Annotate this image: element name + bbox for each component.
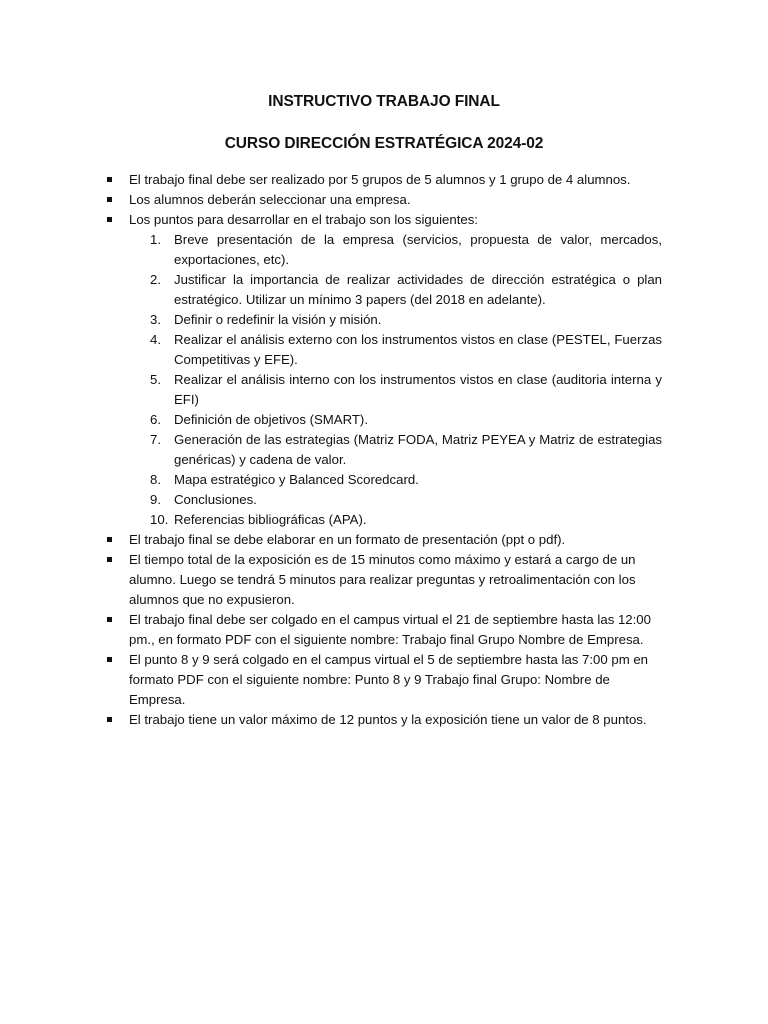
item-text: Conclusiones. xyxy=(174,492,257,507)
item-number: 9. xyxy=(150,492,161,507)
numbered-item xyxy=(0,370,768,410)
document-body xyxy=(0,170,768,730)
bullet-item xyxy=(0,610,768,650)
bullet-text: El trabajo tiene un valor máximo de 12 puntos y la exposición tiene un valor de 8 puntos. xyxy=(129,712,647,727)
item-number: 10. xyxy=(150,512,169,527)
document-subtitle: CURSO DIRECCIÓN ESTRATÉGICA 2024-02 xyxy=(224,135,544,152)
square-bullet-icon xyxy=(107,717,112,722)
item-number: 2. xyxy=(150,272,161,287)
bullet-text: Los alumnos deberán seleccionar una empresa. xyxy=(129,192,411,207)
bullet-text: Los puntos para desarrollar en el trabajo son los siguientes: xyxy=(129,212,478,227)
bullet-item xyxy=(0,530,768,550)
bullet-text: El trabajo final se debe elaborar en un formato de presentación (ppt o pdf). xyxy=(129,532,566,547)
square-bullet-icon xyxy=(107,657,112,662)
instructions-list-continued xyxy=(0,530,768,730)
bullet-item xyxy=(0,190,768,210)
item-number: 7. xyxy=(150,432,161,447)
item-number: 3. xyxy=(150,312,161,327)
item-text: Realizar el análisis externo con los instrumentos vistos en clase (PESTEL, Fuerzas Competitivas y EFE). xyxy=(174,332,662,367)
numbered-item xyxy=(0,310,768,330)
item-number: 4. xyxy=(150,332,161,347)
item-number: 8. xyxy=(150,472,161,487)
item-text: Mapa estratégico y Balanced Scoredcard. xyxy=(174,472,419,487)
item-number: 6. xyxy=(150,412,161,427)
bullet-text: El trabajo final debe ser realizado por 5 grupos de 5 alumnos y 1 grupo de 4 alumnos. xyxy=(129,172,631,187)
bullet-item xyxy=(0,170,768,190)
item-text: Justificar la importancia de realizar actividades de dirección estratégica o plan estratégico. Utilizar un mínimo 3 papers (del 2018 en adelante). xyxy=(174,272,662,307)
item-number: 5. xyxy=(150,372,161,387)
bullet-text: El trabajo final debe ser colgado en el campus virtual el 21 de septiembre hasta las 12:00 pm., en formato PDF con el siguiente nombre: Trabajo final Grupo Nombre de Empresa. xyxy=(129,612,651,647)
square-bullet-icon xyxy=(107,177,112,182)
item-text: Definición de objetivos (SMART). xyxy=(174,412,368,427)
square-bullet-icon xyxy=(107,217,112,222)
item-text: Generación de las estrategias (Matriz FODA, Matriz PEYEA y Matriz de estrategias genéricas) y cadena de valor. xyxy=(174,432,662,467)
numbered-item xyxy=(0,270,768,310)
bullet-item xyxy=(0,710,768,730)
square-bullet-icon xyxy=(107,197,112,202)
item-number: 1. xyxy=(150,232,161,247)
numbered-item xyxy=(0,230,768,270)
bullet-item xyxy=(0,550,768,610)
item-text: Definir o redefinir la visión y misión. xyxy=(174,312,382,327)
square-bullet-icon xyxy=(107,617,112,622)
item-text: Breve presentación de la empresa (servicios, propuesta de valor, mercados, exportaciones, etc). xyxy=(174,232,662,267)
square-bullet-icon xyxy=(107,537,112,542)
bullet-item xyxy=(0,210,768,230)
numbered-item xyxy=(0,490,768,510)
bullet-item xyxy=(0,650,768,710)
square-bullet-icon xyxy=(107,557,112,562)
numbered-item xyxy=(0,410,768,430)
item-text: Realizar el análisis interno con los instrumentos vistos en clase (auditoria interna y EFI) xyxy=(174,372,662,407)
item-text: Referencias bibliográficas (APA). xyxy=(174,512,367,527)
work-points-list xyxy=(0,230,768,530)
instructions-list xyxy=(0,170,768,230)
numbered-item xyxy=(0,430,768,470)
bullet-text: El punto 8 y 9 será colgado en el campus virtual el 5 de septiembre hasta las 7:00 pm en formato PDF con el siguiente nombre: Punto 8 y 9 Trabajo final Grupo: Nombre de Empresa. xyxy=(129,652,649,707)
numbered-item xyxy=(0,330,768,370)
numbered-item xyxy=(0,470,768,490)
document-title: INSTRUCTIVO TRABAJO FINAL xyxy=(268,93,500,110)
bullet-text: El tiempo total de la exposición es de 15 minutos como máximo y estará a cargo de un alumno. Luego se tendrá 5 minutos para realizar preguntas y retroalimentación con los alumnos que no expusieron. xyxy=(129,552,636,607)
numbered-item xyxy=(0,510,768,530)
